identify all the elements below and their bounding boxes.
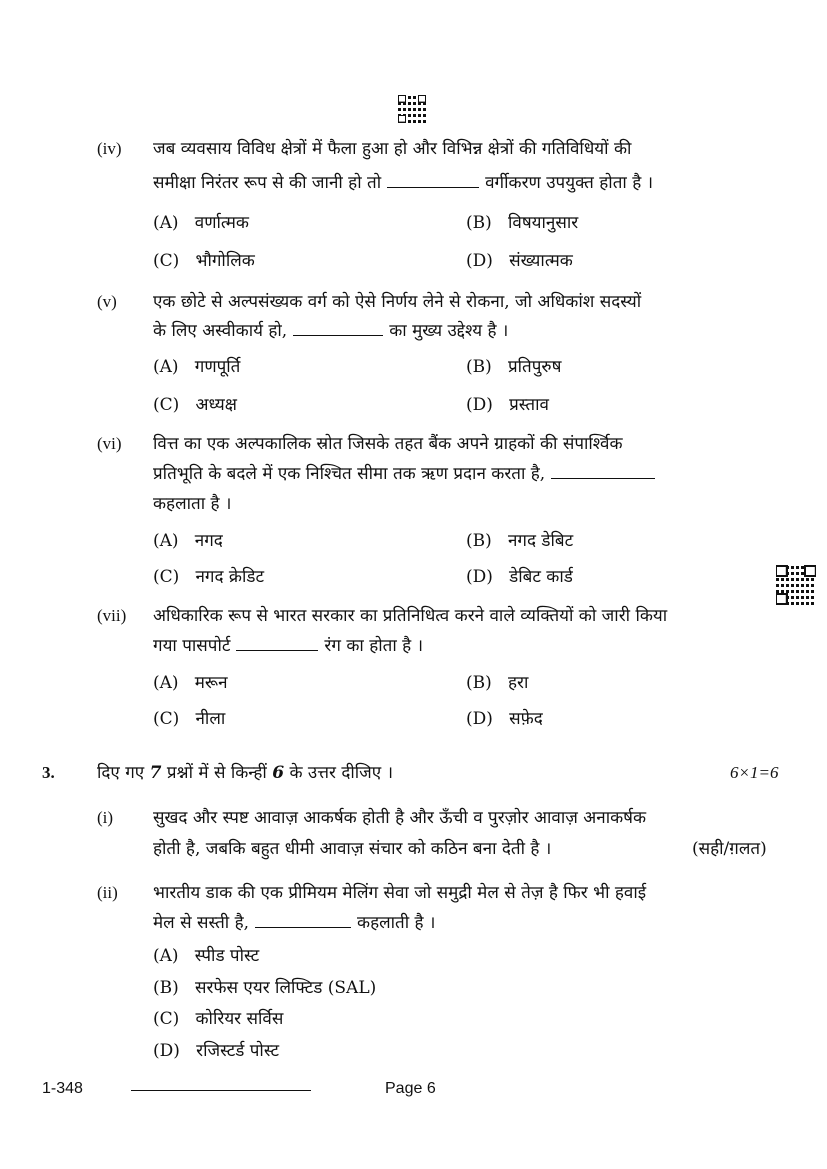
question-number: (ii) xyxy=(97,883,118,902)
option-c: (C) अध्यक्ष xyxy=(153,395,237,415)
option-b: (B) हरा xyxy=(466,673,529,693)
question-text: अधिकारिक रूप से भारत सरकार का प्रतिनिधित्व करने वाले व्यक्तियों को जारी किया xyxy=(153,606,668,626)
option-d: (D) रजिस्टर्ड पोस्ट xyxy=(153,1041,280,1061)
question-text: के लिए अस्वीकार्य हो, का मुख्य उद्देश्य है । xyxy=(153,321,509,341)
question-text: समीक्षा निरंतर रूप से की जानी हो तो वर्गीकरण उपयुक्त होता है । xyxy=(153,173,654,193)
marks: 6×1=6 xyxy=(730,763,779,782)
option-a: (A) वर्णात्मक xyxy=(153,213,249,233)
option-a: (A) स्पीड पोस्ट xyxy=(153,946,260,966)
option-c: (C) नगद क्रेडिट xyxy=(153,567,265,587)
option-a: (A) मरून xyxy=(153,673,228,693)
option-c: (C) भौगोलिक xyxy=(153,251,255,271)
paper-code: 1-348 xyxy=(42,1080,83,1097)
question-text: दिए गए 7 प्रश्नों में से किन्हीं 6 के उत्तर दीजिए । xyxy=(97,763,394,783)
qr-code-side xyxy=(776,565,816,605)
question-number: 3. xyxy=(42,763,55,782)
question-text: कहलाता है । xyxy=(153,494,232,514)
option-d: (D) प्रस्ताव xyxy=(466,395,549,415)
option-d: (D) डेबिट कार्ड xyxy=(466,567,573,587)
option-d: (D) संख्यात्मक xyxy=(466,251,573,271)
question-number: (iv) xyxy=(97,139,122,158)
option-a: (A) गणपूर्ति xyxy=(153,357,241,377)
question-number: (i) xyxy=(97,808,114,827)
option-b: (B) प्रतिपुरुष xyxy=(466,357,562,377)
question-text: एक छोटे से अल्पसंख्यक वर्ग को ऐसे निर्णय लेने से रोकना, जो अधिकांश सदस्यों xyxy=(153,292,642,312)
question-text: सुखद और स्पष्ट आवाज़ आकर्षक होती है और ऊँची व पुरज़ोर आवाज़ अनाकर्षक xyxy=(153,808,647,828)
option-b: (B) सरफेस एयर लिफ्टिड (SAL) xyxy=(153,978,377,998)
question-number: (v) xyxy=(97,292,117,311)
question-text: गया पासपोर्ट रंग का होता है । xyxy=(153,636,424,656)
question-text: जब व्यवसाय विविध क्षेत्रों में फैला हुआ हो और विभिन्न क्षेत्रों की गतिविधियों की xyxy=(153,139,632,159)
option-c: (C) नीला xyxy=(153,709,226,729)
option-d: (D) सफ़ेद xyxy=(466,709,543,729)
option-b: (B) नगद डेबिट xyxy=(466,531,574,551)
question-text: होती है, जबकि बहुत धीमी आवाज़ संचार को कठिन बना देती है । xyxy=(153,839,552,859)
question-text: मेल से सस्ती है, कहलाती है । xyxy=(153,913,436,933)
qr-code-top xyxy=(398,95,426,123)
footer-divider xyxy=(131,1090,311,1091)
page-number: Page 6 xyxy=(385,1080,436,1097)
question-number: (vii) xyxy=(97,606,127,625)
question-text: प्रतिभूति के बदले में एक निश्चित सीमा तक ऋण प्रदान करता है, xyxy=(153,463,661,485)
question-number: (vi) xyxy=(97,434,122,453)
true-false-tag: (सही/ग़लत) xyxy=(692,839,767,859)
question-text: भारतीय डाक की एक प्रीमियम मेलिंग सेवा जो समुद्री मेल से तेज़ है फिर भी हवाई xyxy=(153,883,647,903)
option-c: (C) कोरियर सर्विस xyxy=(153,1009,284,1029)
option-a: (A) नगद xyxy=(153,531,223,551)
option-b: (B) विषयानुसार xyxy=(466,213,579,233)
question-text: वित्त का एक अल्पकालिक स्रोत जिसके तहत बैंक अपने ग्राहकों की संपार्श्विक xyxy=(153,434,623,454)
